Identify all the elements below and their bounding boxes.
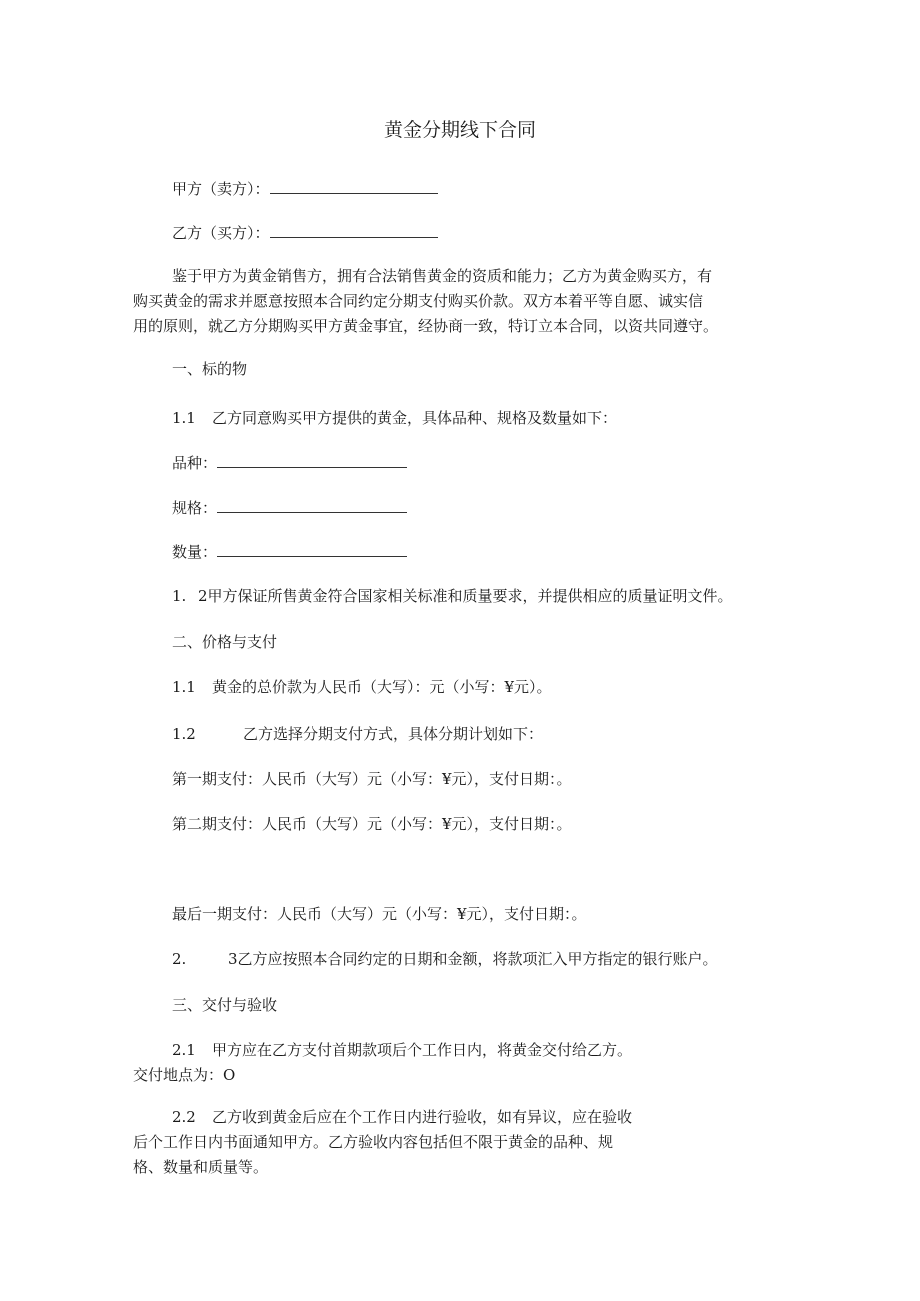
acceptance-clause-2-2 [172,1108,632,1126]
variety-line [172,453,407,472]
document-title: 黄金分期线下合同 [383,119,536,141]
preamble-line-3: 用的原则，就乙方分期购买甲方黄金事宜，经协商一致，特订立本合同，以资共同遵守。 [133,317,719,335]
quantity-label: 数量： [172,543,218,561]
party-b-blank [270,223,438,238]
party-a-blank [270,179,438,194]
clause-number: 1.2 [172,725,196,743]
party-b-line [172,223,438,242]
price-clause-1-2 [172,725,543,743]
clause-number: 1. [172,587,187,605]
variety-label: 品种： [172,454,218,472]
clause-number: 2. [172,950,187,968]
preamble-line-1: 鉴于甲方为黄金销售方，拥有合法销售黄金的资质和能力；乙方为黄金购买方，有 [172,267,713,285]
delivery-location: 交付地点为：O [133,1066,236,1084]
party-a-label: 甲方（卖方）： [172,180,270,198]
spec-blank [217,498,407,513]
clause-text: 3乙方应按照本合同约定的日期和金额，将款项汇入甲方指定的银行账户。 [228,950,718,968]
section-2-heading: 二、价格与支付 [172,633,278,651]
delivery-clause-2-1 [172,1041,632,1059]
section-1-heading: 一、标的物 [172,360,248,378]
spec-label: 规格： [172,499,218,517]
first-installment: 第一期支付：人民币（大写）元（小写：¥元），支付日期：。 [172,770,572,788]
party-b-label: 乙方（买方）： [172,224,270,242]
clause-number: 1.1 [172,678,196,696]
clause-text: 乙方同意购买甲方提供的黄金，具体品种、规格及数量如下： [212,409,618,427]
clause-text: 黄金的总价款为人民币（大写）：元（小写：¥元）。 [212,678,552,696]
acceptance-line-3: 格、数量和质量等。 [133,1158,269,1176]
clause-text: 2甲方保证所售黄金符合国家相关标准和质量要求，并提供相应的质量证明文件。 [198,587,733,605]
price-clause-1-1 [172,678,552,696]
clause-text: 乙方收到黄金后应在个工作日内进行验收，如有异议，应在验收 [212,1108,633,1126]
section-3-heading: 三、交付与验收 [172,996,278,1014]
party-a-line [172,179,438,198]
clause-number: 2.2 [172,1108,196,1126]
quantity-line [172,542,407,561]
clause-text: 甲方应在乙方支付首期款项后个工作日内，将黄金交付给乙方。 [212,1041,633,1059]
clause-number: 2.1 [172,1041,196,1059]
quantity-blank [217,542,407,557]
payment-clause-2 [172,950,718,968]
clause-1-1 [172,409,617,427]
clause-1-2 [172,587,733,605]
acceptance-line-2: 后个工作日内书面通知甲方。乙方验收内容包括但不限于黄金的品种、规 [133,1133,614,1151]
preamble-line-2: 购买黄金的需求并愿意按照本合同约定分期支付购买价款。双方本着平等自愿、诚实信 [133,292,704,310]
spec-line [172,498,407,517]
variety-blank [217,453,407,468]
clause-text: 乙方选择分期支付方式，具体分期计划如下： [243,725,544,743]
second-installment: 第二期支付：人民币（大写）元（小写：¥元），支付日期：。 [172,815,572,833]
clause-number: 1.1 [172,409,196,427]
last-installment: 最后一期支付：人民币（大写）元（小写：¥元），支付日期：。 [172,905,587,923]
